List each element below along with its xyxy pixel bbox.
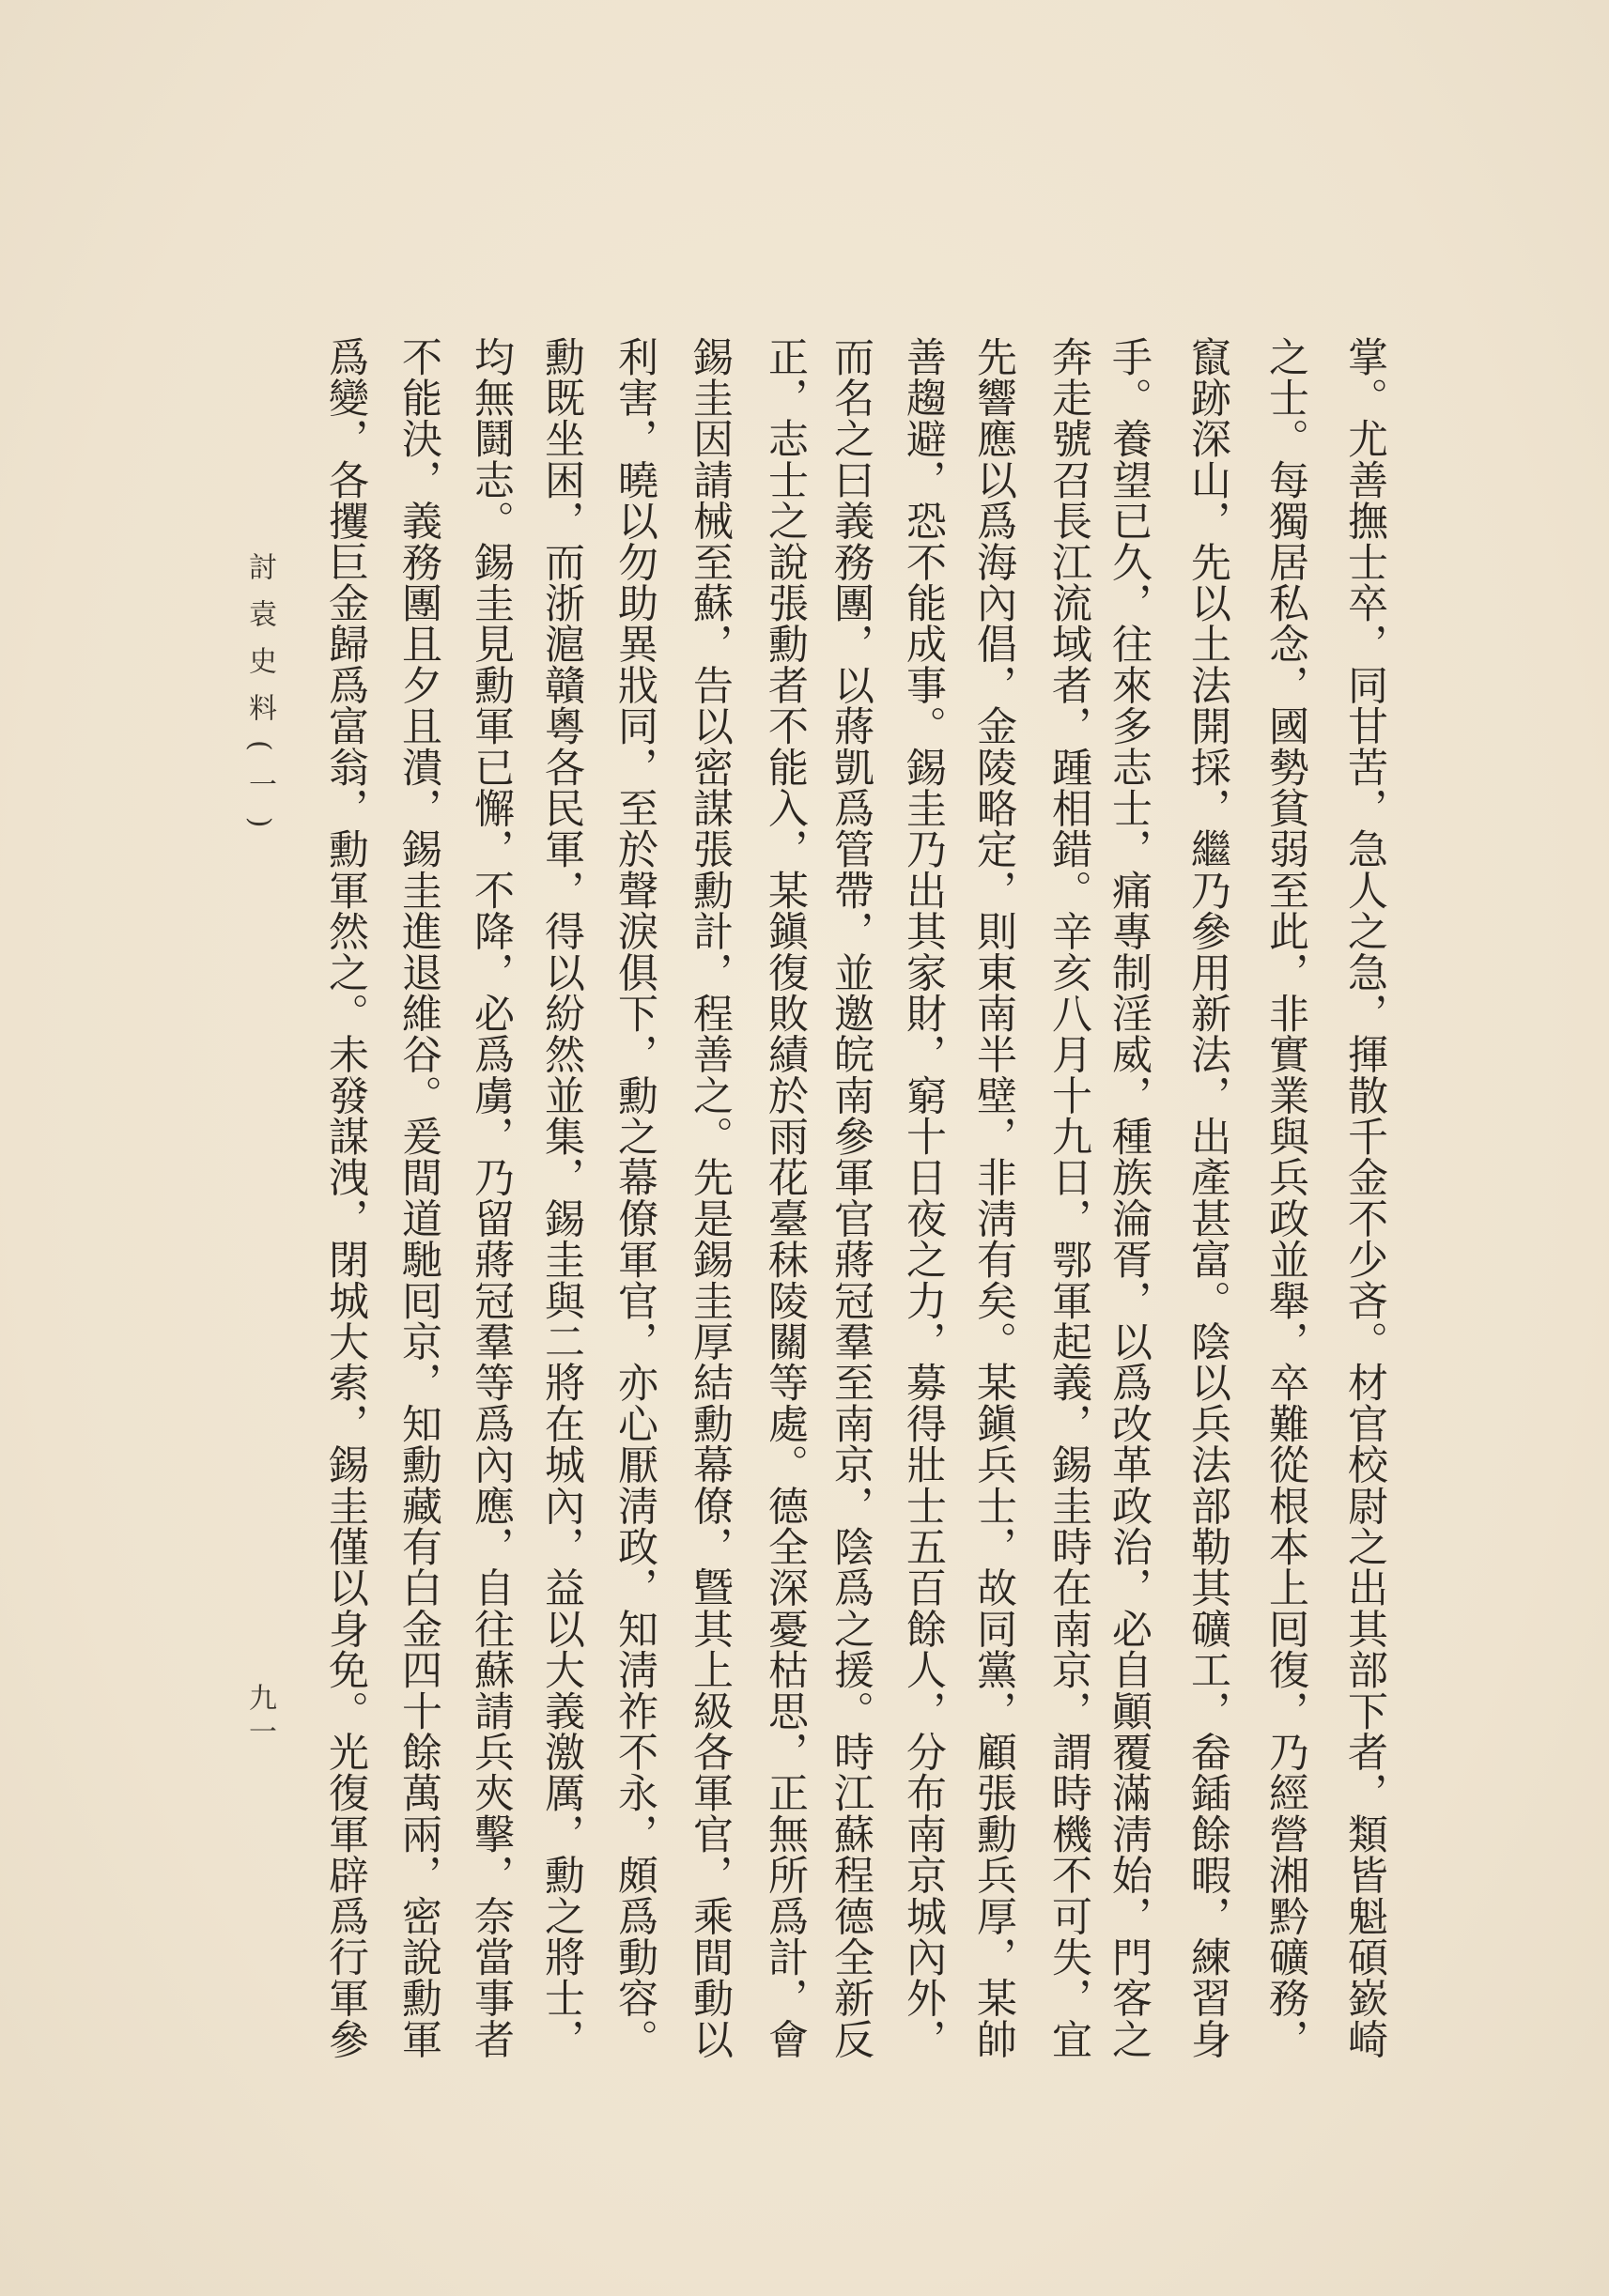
text-column-5: 奔走號召長江流域者，踵相錯。辛亥八月十九日，鄂軍起義，錫圭時在南京，謂時機不可失，宜 <box>1045 336 1092 2059</box>
text-column-9: 正，志士之說張勳者不能入，某鎭復敗績於雨花臺秣陵關等處。德全深憂枯思，正無所爲計，會 <box>762 336 809 2059</box>
text-column-8: 而名之曰義務團，以蔣凱爲管帶，並邀皖南參軍官蔣冠羣至南京，陰爲之援。時江蘇程德全新反 <box>828 336 874 2059</box>
text-column-7: 善趨避，恐不能成事。錫圭乃出其家財，窮十日夜之力，募得壯士五百餘人，分布南京城內外， <box>900 336 947 2059</box>
text-column-12: 勳既坐困，而浙滬贛粵各民軍，得以紛然並集，錫圭與二將在城內，益以大義激厲，勳之將士， <box>538 336 585 2059</box>
running-book-title: 討袁史料(一) <box>243 552 276 847</box>
text-column-15: 爲變，各攫巨金歸爲富翁，勳軍然之。未發謀洩，閉城大索，錫圭僅以身免。光復軍辟爲行軍參 <box>322 336 369 2059</box>
page-number: 九一 <box>243 1683 276 1750</box>
text-column-10: 錫圭因請械至蘇，告以密謀張勳計，程善之。先是錫圭厚結勳幕僚，曁其上級各軍官，乘間動以 <box>687 336 734 2059</box>
text-column-3: 竄跡深山，先以土法開採，繼乃參用新法，出產甚富。陰以兵法部勒其礦工，畚鍤餘暇，練習身 <box>1184 336 1231 2059</box>
text-column-1: 掌。尤善撫士卒，同甘苦，急人之急，揮散千金不少吝。材官校尉之出其部下者，類皆魁碩嶔崎 <box>1341 336 1388 2059</box>
text-column-14: 不能決，義務團且夕且潰，錫圭進退維谷。爰間道馳囘京，知勳藏有白金四十餘萬兩，密說勳軍 <box>395 336 442 2059</box>
text-column-13: 均無鬪志。錫圭見勳軍已懈，不降，必爲虜，乃留蔣冠羣等爲內應，自往蘇請兵夾擊，奈當事者 <box>468 336 515 2059</box>
text-column-6: 先響應以爲海內倡，金陵略定，則東南半壁，非淸有矣。某鎭兵士，故同黨，顧張勳兵厚，某帥 <box>970 336 1017 2059</box>
text-column-11: 利害，曉以勿助異戕同，至於聲淚俱下，勳之幕僚軍官，亦心厭淸政，知淸祚不永，頗爲動容。 <box>611 336 658 2059</box>
text-column-2: 之士。每獨居私念，國勢貧弱至此，非實業與兵政並舉，卒難從根本上囘復，乃經營湘黔礦務， <box>1262 336 1309 2059</box>
text-column-4: 手。養望已久，往來多志士，痛專制淫威，種族淪胥，以爲改革政治，必自顚覆滿淸始，門客之 <box>1106 336 1153 2059</box>
